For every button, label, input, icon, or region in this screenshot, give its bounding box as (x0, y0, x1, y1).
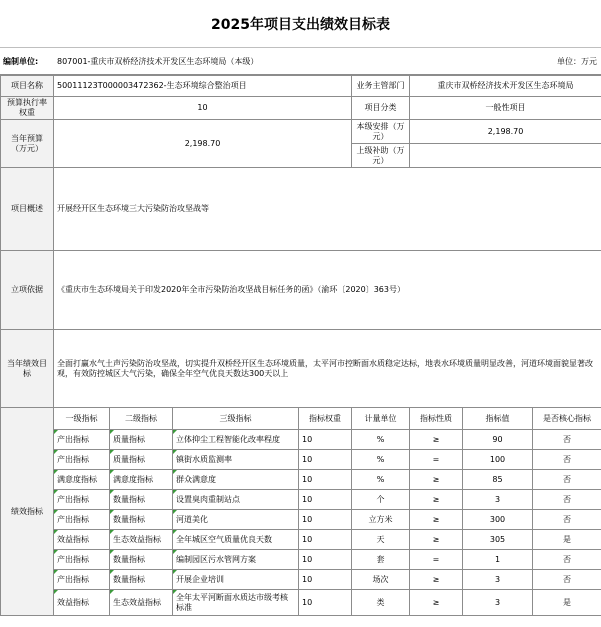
row-weight: 10 (299, 570, 352, 590)
header-level3: 三级指标 (173, 408, 299, 430)
row-level3: 全年太平河断面水质达市级考核标准 (173, 590, 299, 616)
row-nature: ≥ (410, 530, 463, 550)
row-level1: 效益指标 (54, 530, 110, 550)
row-weight: 10 (299, 450, 352, 470)
row-nature: ≥ (410, 490, 463, 510)
row-target: 85 (463, 470, 533, 490)
row-weight: 10 (299, 430, 352, 450)
row-level1: 产出指标 (54, 490, 110, 510)
unit-row (0, 48, 601, 75)
row-level3: 全年城区空气质量优良天数 (173, 530, 299, 550)
row-core: 是 (533, 590, 601, 616)
row-unit: 立方米 (352, 510, 410, 530)
goal-label: 当年绩效目标 (1, 330, 54, 408)
budget-label: 当年预算（万元） (1, 120, 54, 168)
compile-unit-value: 807001-重庆市双桥经济技术开发区生态环境局（本级） (57, 56, 259, 66)
row-core: 是 (533, 530, 601, 550)
row-level2: 数量指标 (110, 490, 173, 510)
row-level2: 数量指标 (110, 570, 173, 590)
basis-text: 《重庆市生态环境局关于印发2020年全市污染防治攻坚战目标任务的函》（渝环〔2020〕363号） (54, 251, 601, 330)
row-weight: 10 (299, 510, 352, 530)
row-nature: ≥ (410, 510, 463, 530)
row-core: 否 (533, 450, 601, 470)
row-target: 1 (463, 550, 533, 570)
row-level3: 镇街水质监测率 (173, 450, 299, 470)
row-core: 否 (533, 550, 601, 570)
row-level2: 生态效益指标 (110, 590, 173, 616)
subsidy-label: 上级补助（万元） (352, 144, 410, 168)
category-value: 一般性项目 (410, 97, 601, 120)
row-unit: 场次 (352, 570, 410, 590)
exec-weight-label: 预算执行率权重 (1, 97, 54, 120)
row-unit: 个 (352, 490, 410, 510)
row-level1: 产出指标 (54, 510, 110, 530)
overview-text: 开展经开区生态环境三大污染防治攻坚战等 (54, 168, 601, 251)
row-level3: 立体抑尘工程智能化改率程度 (173, 430, 299, 450)
header-target: 指标值 (463, 408, 533, 430)
row-weight: 10 (299, 590, 352, 616)
basis-label: 立项依据 (1, 251, 54, 330)
indicator-row (1, 490, 601, 510)
row-weight: 10 (299, 550, 352, 570)
header-nature: 指标性质 (410, 408, 463, 430)
row-level1: 满意度指标 (54, 470, 110, 490)
row-level1: 产出指标 (54, 430, 110, 450)
row-target: 3 (463, 590, 533, 616)
row-target: 90 (463, 430, 533, 450)
row-unit: % (352, 470, 410, 490)
row-weight: 10 (299, 490, 352, 510)
row-core: 否 (533, 490, 601, 510)
indicator-row (1, 530, 601, 550)
category-label: 项目分类 (352, 97, 410, 120)
project-table (0, 75, 601, 616)
row-level3: 编制园区污水管网方案 (173, 550, 299, 570)
subsidy-value (410, 144, 601, 168)
row-unit: % (352, 430, 410, 450)
indicator-row (1, 550, 601, 570)
compile-unit-label: 编制单位: (3, 56, 39, 66)
exec-weight-value: 10 (54, 97, 352, 120)
budget-value: 2,198.70 (54, 120, 352, 168)
indicators-label: 绩效指标 (1, 408, 54, 616)
header-core: 是否核心指标 (533, 408, 601, 430)
row-nature: ≥ (410, 570, 463, 590)
indicator-row (1, 570, 601, 590)
row-target: 100 (463, 450, 533, 470)
row-unit: 类 (352, 590, 410, 616)
row-level1: 效益指标 (54, 590, 110, 616)
row-nature: = (410, 550, 463, 570)
indicator-row (1, 510, 601, 530)
indicator-row (1, 590, 601, 616)
local-value: 2,198.70 (410, 120, 601, 144)
row-weight: 10 (299, 530, 352, 550)
overview-label: 项目概述 (1, 168, 54, 251)
row-nature: ≥ (410, 470, 463, 490)
row-nature: = (410, 450, 463, 470)
row-level2: 生态效益指标 (110, 530, 173, 550)
row-nature: ≥ (410, 590, 463, 616)
project-name-label: 项目名称 (1, 76, 54, 97)
row-core: 否 (533, 470, 601, 490)
row-level2: 数量指标 (110, 550, 173, 570)
row-unit: % (352, 450, 410, 470)
row-target: 305 (463, 530, 533, 550)
row-level2: 质量指标 (110, 450, 173, 470)
dept-value: 重庆市双桥经济技术开发区生态环境局 (410, 76, 601, 97)
row-level2: 数量指标 (110, 510, 173, 530)
row-core: 否 (533, 570, 601, 590)
row-level1: 产出指标 (54, 550, 110, 570)
goal-text: 全面打赢水气土声污染防治攻坚战，切实提升双桥经开区生态环境质量，太平河市控断面水质稳定达标，地表水环境质量明显改善，河道环境面貌显著改观，有效防控城区大气污染，确保全年空气优良天数达300天以上 (54, 330, 601, 408)
indicator-row (1, 430, 601, 450)
page-title: 2025年项目支出绩效目标表 (0, 0, 601, 48)
row-weight: 10 (299, 470, 352, 490)
project-name-value: 50011123T000003472362-生态环境综合整治项目 (54, 76, 352, 97)
row-level3: 设置臭肉重制站点 (173, 490, 299, 510)
row-level2: 质量指标 (110, 430, 173, 450)
row-level3: 开展企业培训 (173, 570, 299, 590)
row-nature: ≥ (410, 430, 463, 450)
header-unit: 计量单位 (352, 408, 410, 430)
row-level2: 满意度指标 (110, 470, 173, 490)
row-core: 否 (533, 430, 601, 450)
row-target: 3 (463, 490, 533, 510)
currency-unit: 单位：万元 (557, 56, 597, 66)
header-level1: 一级指标 (54, 408, 110, 430)
row-level3: 群众满意度 (173, 470, 299, 490)
row-level3: 河道美化 (173, 510, 299, 530)
row-level1: 产出指标 (54, 570, 110, 590)
row-level1: 产出指标 (54, 450, 110, 470)
indicator-row (1, 450, 601, 470)
indicator-row (1, 470, 601, 490)
row-core: 否 (533, 510, 601, 530)
local-label: 本级安排（万元） (352, 120, 410, 144)
dept-label: 业务主管部门 (352, 76, 410, 97)
row-target: 300 (463, 510, 533, 530)
row-unit: 套 (352, 550, 410, 570)
row-unit: 天 (352, 530, 410, 550)
header-weight: 指标权重 (299, 408, 352, 430)
row-target: 3 (463, 570, 533, 590)
header-level2: 二级指标 (110, 408, 173, 430)
